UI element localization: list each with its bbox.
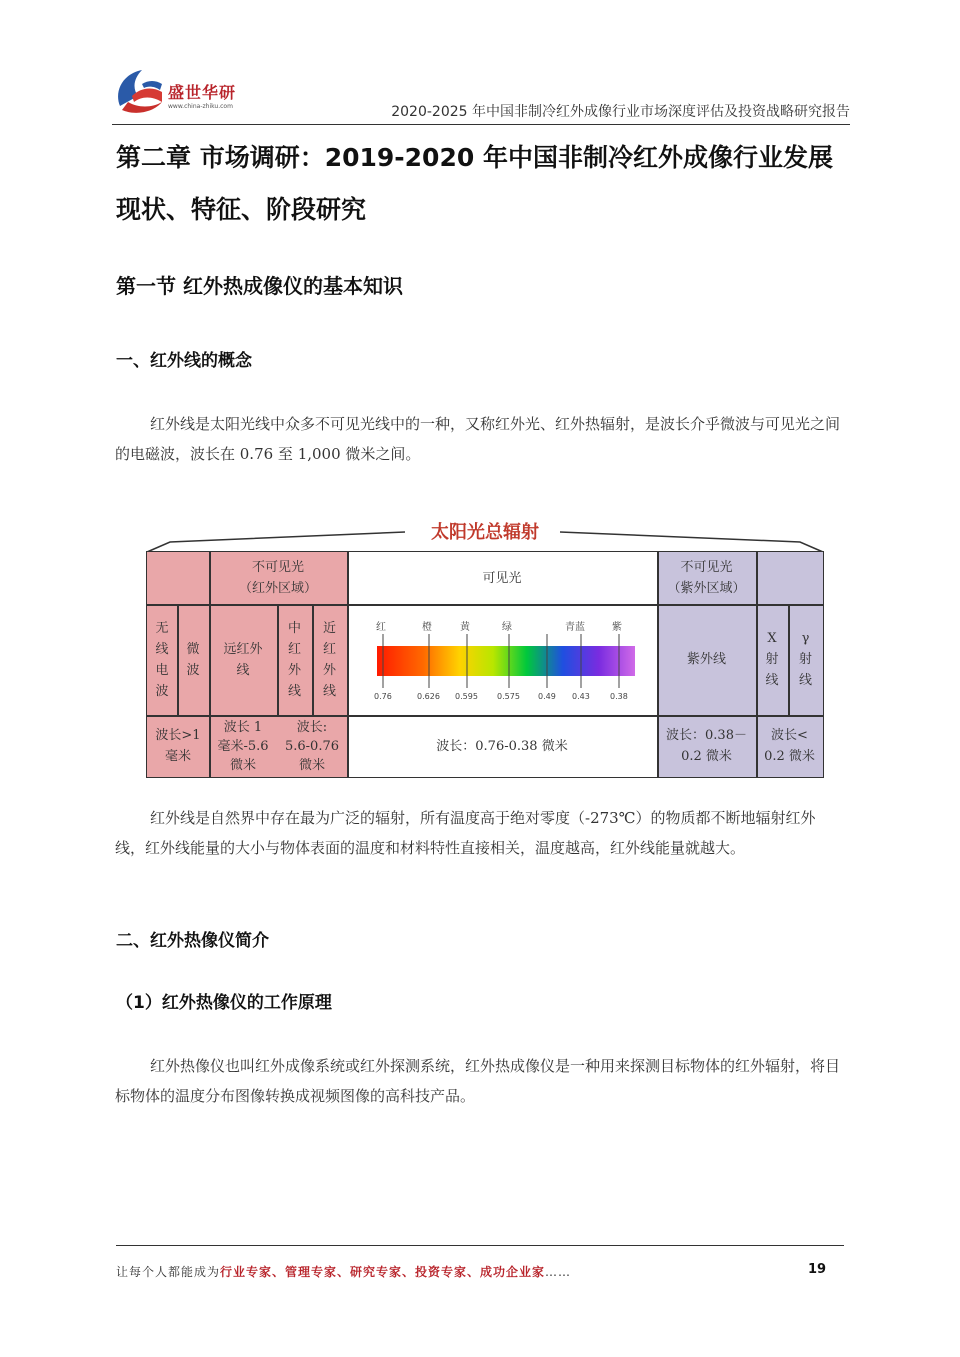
gamma-ray-label: γ 射 线 (798, 631, 812, 688)
wavelength-radio-microwave: 波长>1 毫米 (155, 728, 201, 764)
wavelength-visible: 波长：0.76-0.38 微米 (436, 738, 568, 754)
page-number: 19 (808, 1262, 827, 1277)
section-title: 第一节 红外热成像仪的基本知识 (116, 274, 403, 298)
color-label-violet: 紫 (612, 622, 622, 633)
solar-radiation-spectrum-diagram (140, 512, 830, 784)
wavelength-mid-near-infrared: 波长: 5.6-0.76 微米 (284, 719, 339, 773)
tick-0-595: 0.595 (455, 692, 478, 701)
logo-url: www.china-zhiku.com (168, 103, 233, 110)
ultraviolet-label: 紫外线 (686, 652, 726, 667)
logo-name: 盛世华研 (168, 83, 237, 102)
paragraph-thermal-imager: 红外热像仪也叫红外成像系统或红外探测系统，红外热成像仪是一种用来探测目标物体的红外辐射，将目标物体的温度分布图像转换成视频图像的高科技产品。 (115, 1057, 841, 1105)
report-title: 2020-2025 年中国非制冷红外成像行业市场深度评估及投资战略研究报告 (391, 104, 850, 120)
color-label-yellow: 黄 (460, 622, 470, 633)
subsection-title-concept: 一、红外线的概念 (116, 351, 252, 371)
radio-wave-label: 无 线 电 波 (155, 620, 169, 699)
footer-slogan-prefix: 让每个人都能成为 (116, 1265, 221, 1279)
subsection-title-thermal-imager: 二、红外热像仪简介 (116, 931, 269, 951)
diagram-title: 太阳光总辐射 (431, 522, 539, 543)
microwave-label: 微 波 (186, 641, 200, 678)
chapter-title: 第二章 市场调研：2019-2020 年中国非制冷红外成像行业发展现状、特征、阶段研究 (116, 143, 833, 224)
spectrum-color-labels (347, 618, 657, 634)
footer-divider (116, 1245, 844, 1246)
tick-0-575: 0.575 (497, 692, 520, 701)
invisible-infrared-header: 不可见光 （红外区域） (238, 560, 317, 596)
wavelength-xray-gamma: 波长< 0.2 微米 (764, 728, 815, 764)
tick-0-76: 0.76 (374, 692, 392, 701)
near-infrared-label: 近 红 外 线 (322, 620, 336, 699)
paragraph-infrared-definition: 红外线是太阳光线中众多不可见光线中的一种，又称红外光、红外热辐射，是波长介乎微波与可见光之间的电磁波，波长在 0.76 至 1,000 微米之间。 (115, 415, 841, 463)
paragraph-infrared-radiation: 红外线是自然界中存在最为广泛的辐射，所有温度高于绝对零度（-273℃）的物质都不断地辐射红外线，红外线能量的大小与物体表面的温度和材料特性直接相关，温度越高，红外线能量就越大。 (115, 809, 816, 857)
color-label-red: 红 (376, 622, 386, 633)
color-label-cyan-blue: 青蓝 (565, 622, 585, 633)
header-divider (112, 124, 850, 125)
mid-infrared-label: 中 红 外 线 (287, 620, 301, 699)
tick-0-38: 0.38 (610, 692, 628, 701)
footer-slogan-highlight: 行业专家、管理专家、研究专家、投资专家、成功企业家 (220, 1265, 546, 1279)
xray-label: X 射 线 (765, 631, 779, 688)
footer-slogan-suffix: …… (545, 1265, 572, 1279)
visible-light-header: 可见光 (482, 570, 522, 586)
invisible-ultraviolet-header: 不可见光 （紫外区域） (667, 560, 746, 596)
wavelength-far-infrared: 波长 1 毫米-5.6 微米 (217, 719, 269, 773)
tick-0-626: 0.626 (417, 692, 440, 701)
tick-0-49: 0.49 (538, 692, 556, 701)
color-label-orange: 橙 (422, 622, 432, 633)
spectrum-wavelength-ticks (347, 692, 657, 706)
wavelength-ultraviolet: 波长：0.38－ 0.2 微米 (666, 728, 747, 764)
subsection-title-working-principle: （1）红外热像仪的工作原理 (116, 993, 332, 1013)
color-label-green: 绿 (502, 622, 512, 633)
tick-0-43: 0.43 (572, 692, 590, 701)
footer-slogan (116, 1263, 571, 1280)
far-infrared-label: 远红外 线 (223, 641, 263, 678)
